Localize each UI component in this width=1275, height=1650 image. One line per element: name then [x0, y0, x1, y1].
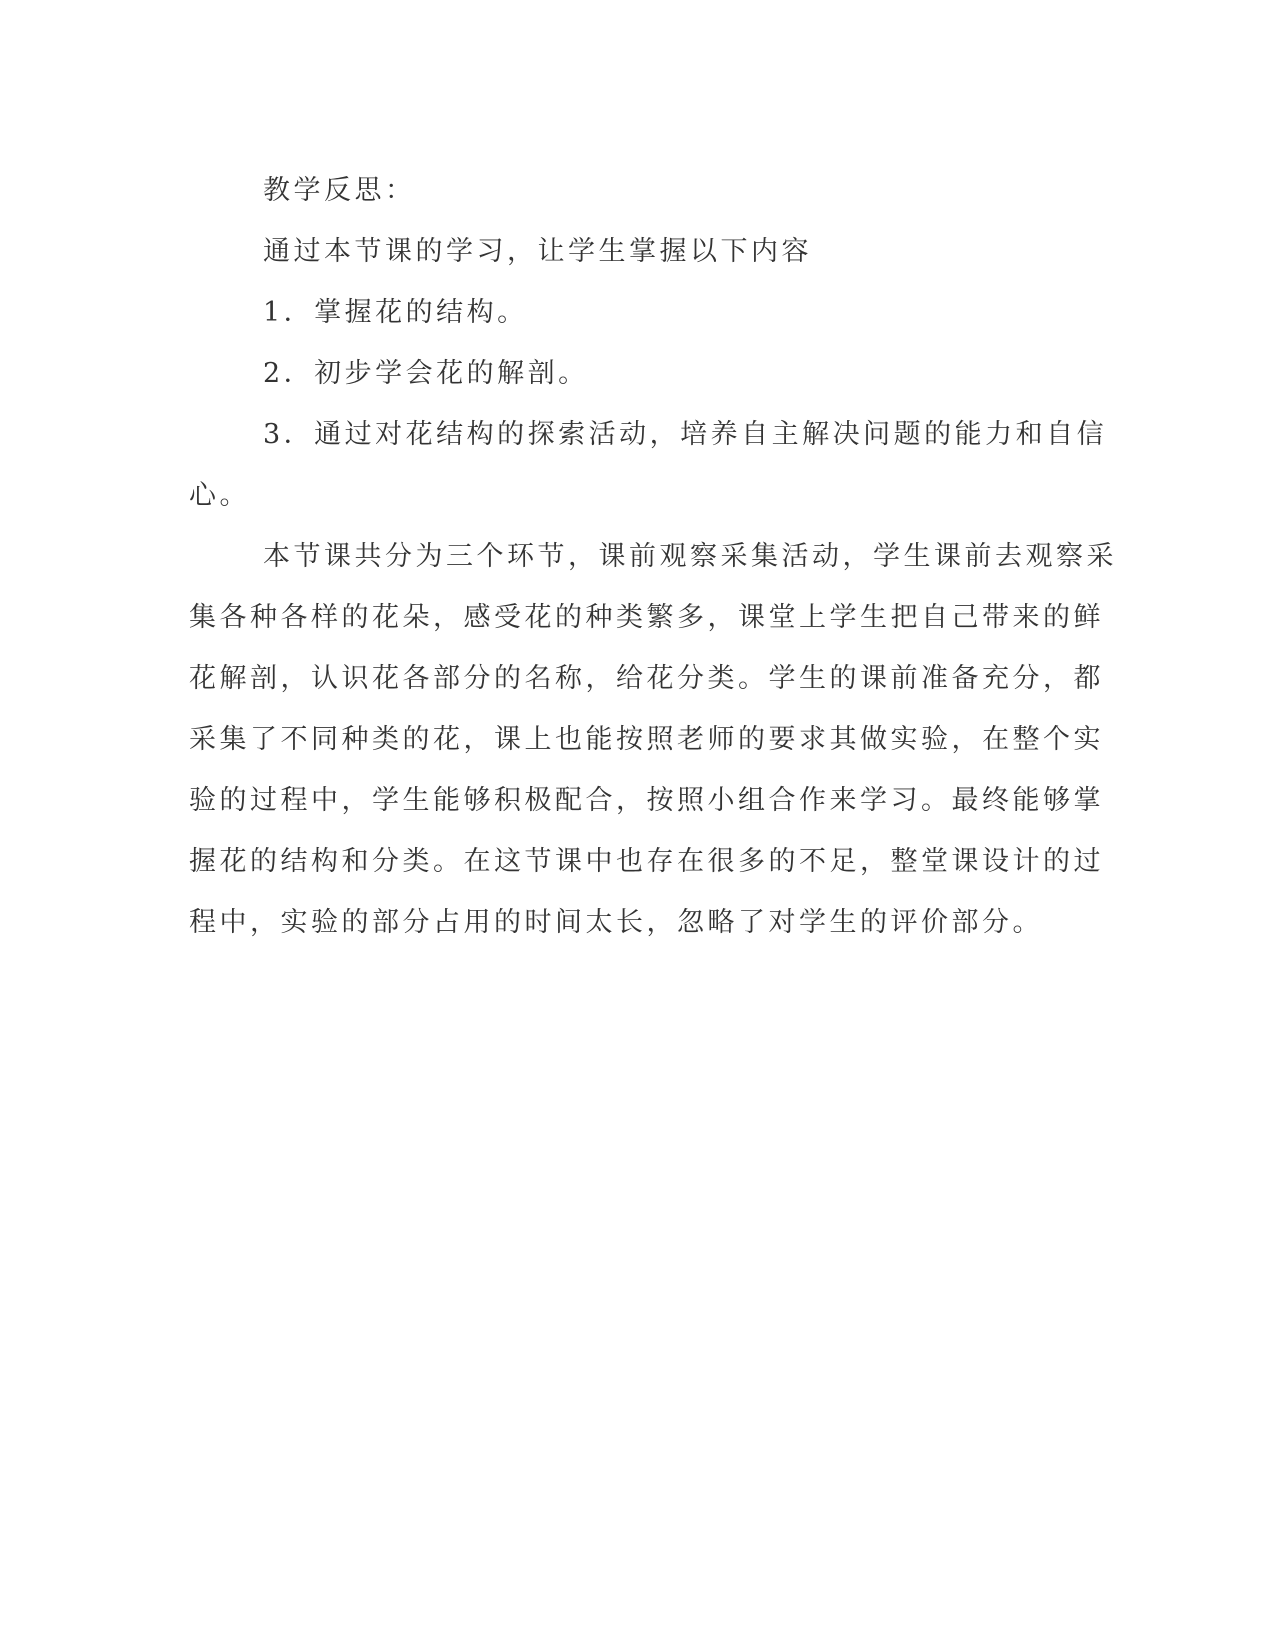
paragraph-line: 验的过程中，学生能够积极配合，按照小组合作来学习。最终能够掌	[189, 785, 1104, 816]
paragraph-line: 集各种各样的花朵，感受花的种类繁多，课堂上学生把自己带来的鲜	[189, 602, 1104, 633]
objective-item-2: 2．初步学会花的解剖。	[263, 358, 589, 389]
objective-item-3: 3．通过对花结构的探索活动，培养自主解决问题的能力和自信	[263, 419, 1108, 450]
paragraph-line: 本节课共分为三个环节，课前观察采集活动，学生课前去观察采	[263, 541, 1117, 572]
paragraph-line: 花解剖，认识花各部分的名称，给花分类。学生的课前准备充分，都	[189, 663, 1104, 694]
objective-item-3-continuation: 心。	[189, 480, 250, 511]
paragraph-line: 握花的结构和分类。在这节课中也存在很多的不足，整堂课设计的过	[189, 846, 1104, 877]
objective-item-1: 1．掌握花的结构。	[263, 297, 528, 328]
section-heading: 教学反思：	[263, 175, 416, 206]
document-body	[189, 160, 1117, 953]
intro-line: 通过本节课的学习，让学生掌握以下内容	[263, 236, 812, 267]
paragraph-line: 程中，实验的部分占用的时间太长，忽略了对学生的评价部分。	[189, 907, 1043, 938]
paragraph-line: 采集了不同种类的花，课上也能按照老师的要求其做实验，在整个实	[189, 724, 1104, 755]
